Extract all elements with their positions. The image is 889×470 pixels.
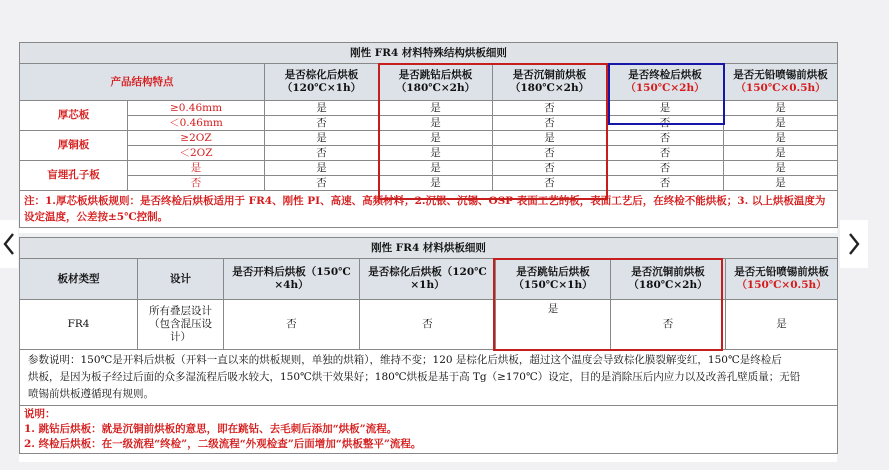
table1-title: 刚性 FR4 材料特殊结构烘板细则 bbox=[20, 43, 838, 64]
value-cell: 否 bbox=[493, 101, 607, 116]
value-cell: 是 bbox=[496, 300, 611, 350]
value-cell: 否 bbox=[265, 176, 379, 191]
document-image bbox=[19, 42, 837, 462]
value-cell: 否 bbox=[265, 146, 379, 161]
cond-cell: 是 bbox=[128, 161, 265, 176]
value-cell: 否 bbox=[607, 161, 724, 176]
value-cell: 否 bbox=[493, 146, 607, 161]
header-browning-bake: 是否棕化后烘板（120℃ ×1h） bbox=[360, 259, 496, 300]
cond-cell: ≥2OZ bbox=[128, 131, 265, 146]
cond-cell: ≥0.46mm bbox=[128, 101, 265, 116]
value-cell: 否 bbox=[611, 300, 726, 350]
value-cell: 是 bbox=[265, 101, 379, 116]
value-cell: 是 bbox=[379, 146, 493, 161]
header-product-feature: 产品结构特点 bbox=[20, 64, 265, 101]
header-pre-pth-bake: 是否沉铜前烘板 （180℃×2h） bbox=[611, 259, 726, 300]
highlight-box-blue bbox=[608, 63, 725, 125]
highlight-box-red bbox=[378, 63, 608, 200]
table2-title: 刚性 FR4 材料烘板细则 bbox=[20, 238, 838, 259]
chevron-left-icon bbox=[2, 232, 16, 256]
value-cell: 否 bbox=[493, 161, 607, 176]
header-skip-drill-bake: 是否跳钻后烘板 （180℃×2h） bbox=[379, 64, 493, 101]
cond-cell: ＜2OZ bbox=[128, 146, 265, 161]
value-cell: 否 bbox=[360, 300, 496, 350]
table1-note: 注：1.厚芯板烘板规则：是否终检后烘板适用于 FR4、刚性 PI、高速、高频材料；2.沉银、沉锡、OSP 表面工艺的板，表面工艺后，在终检不能烘板；3. 以上烘板温度为设定温度，公差按±5℃控制。 bbox=[20, 191, 838, 228]
parameter-description: 参数说明：150℃是开料后烘板（开料一直以来的烘板规则，单独的烘箱），维持不变；120 是棕化后烘板，超过这个温度会导致棕化膜裂解变红，150℃是终检后 烘板，是因为板子经过后面的众多湿流程后吸水较大，150℃烘干效果好；180℃烘板是基于高 Tg（≥170℃）设定，目的是消除压后内应力以及改善孔壁质量；无铅 喷锡前烘板遵循现有规则。 bbox=[20, 350, 838, 406]
highlight-box-red bbox=[493, 258, 723, 351]
header-lead-free-hasl-bake: 是否无铅喷锡前烘板 （150℃×0.5h） bbox=[724, 64, 838, 101]
group-thick-core: 厚芯板 bbox=[20, 101, 128, 131]
value-cell: 否 bbox=[607, 176, 724, 191]
value-cell: 是 bbox=[379, 116, 493, 131]
value-cell: 否 bbox=[265, 116, 379, 131]
value-cell: 否 bbox=[607, 116, 724, 131]
value-cell: 否 bbox=[493, 176, 607, 191]
next-button[interactable] bbox=[840, 220, 868, 268]
header-board-type: 板材类型 bbox=[20, 259, 138, 300]
value-cell: 否 bbox=[607, 131, 724, 146]
cond-cell: 否 bbox=[128, 176, 265, 191]
value-cell: 是 bbox=[724, 131, 838, 146]
cond-cell: ＜0.46mm bbox=[128, 116, 265, 131]
value-cell: 是 bbox=[379, 161, 493, 176]
value-cell: 是 bbox=[265, 131, 379, 146]
value-cell: 是 bbox=[724, 116, 838, 131]
design-cell: 所有叠层设计 （包含混压设 计） bbox=[138, 300, 224, 350]
header-final-inspection-bake: 是否终检后烘板 （150℃×2h） bbox=[607, 64, 724, 101]
header-browning-bake: 是否棕化后烘板 （120℃×1h） bbox=[265, 64, 379, 101]
group-thick-copper: 厚铜板 bbox=[20, 131, 128, 161]
header-lead-free-hasl-bake: 是否无铅喷锡前烘板 （150℃×0.5h） bbox=[726, 259, 838, 300]
header-post-cutting-bake: 是否开料后烘板（150℃ ×4h） bbox=[224, 259, 360, 300]
header-pre-pth-bake: 是否沉铜前烘板 （180℃×2h） bbox=[493, 64, 607, 101]
value-cell: 是 bbox=[265, 161, 379, 176]
value-cell: 是 bbox=[379, 131, 493, 146]
group-blind-buried-sub-board: 盲埋孔子板 bbox=[20, 161, 128, 191]
value-cell: 是 bbox=[607, 101, 724, 116]
value-cell: 否 bbox=[607, 146, 724, 161]
value-cell: 是 bbox=[724, 101, 838, 116]
value-cell: 是 bbox=[493, 131, 607, 146]
board-type-cell: FR4 bbox=[20, 300, 138, 350]
value-cell: 是 bbox=[726, 300, 838, 350]
value-cell: 否 bbox=[493, 116, 607, 131]
value-cell: 是 bbox=[379, 176, 493, 191]
value-cell: 是 bbox=[724, 176, 838, 191]
value-cell: 是 bbox=[379, 101, 493, 116]
value-cell: 是 bbox=[724, 161, 838, 176]
header-design: 设计 bbox=[138, 259, 224, 300]
table2-notes: 说明： 1. 跳钻后烘板：就是沉铜前烘板的意思，即在跳钻、去毛刺后添加“烘板”流程。 2. 终检后烘板：在一级流程“终检”，二级流程“外观检查”后面增加“烘板整平”流程。 bbox=[20, 406, 838, 454]
value-cell: 是 bbox=[724, 146, 838, 161]
value-cell: 否 bbox=[224, 300, 360, 350]
chevron-right-icon bbox=[847, 232, 861, 256]
prev-button[interactable] bbox=[0, 220, 18, 268]
header-skip-drill-bake: 是否跳钻后烘板 （150℃×1h） bbox=[496, 259, 611, 300]
